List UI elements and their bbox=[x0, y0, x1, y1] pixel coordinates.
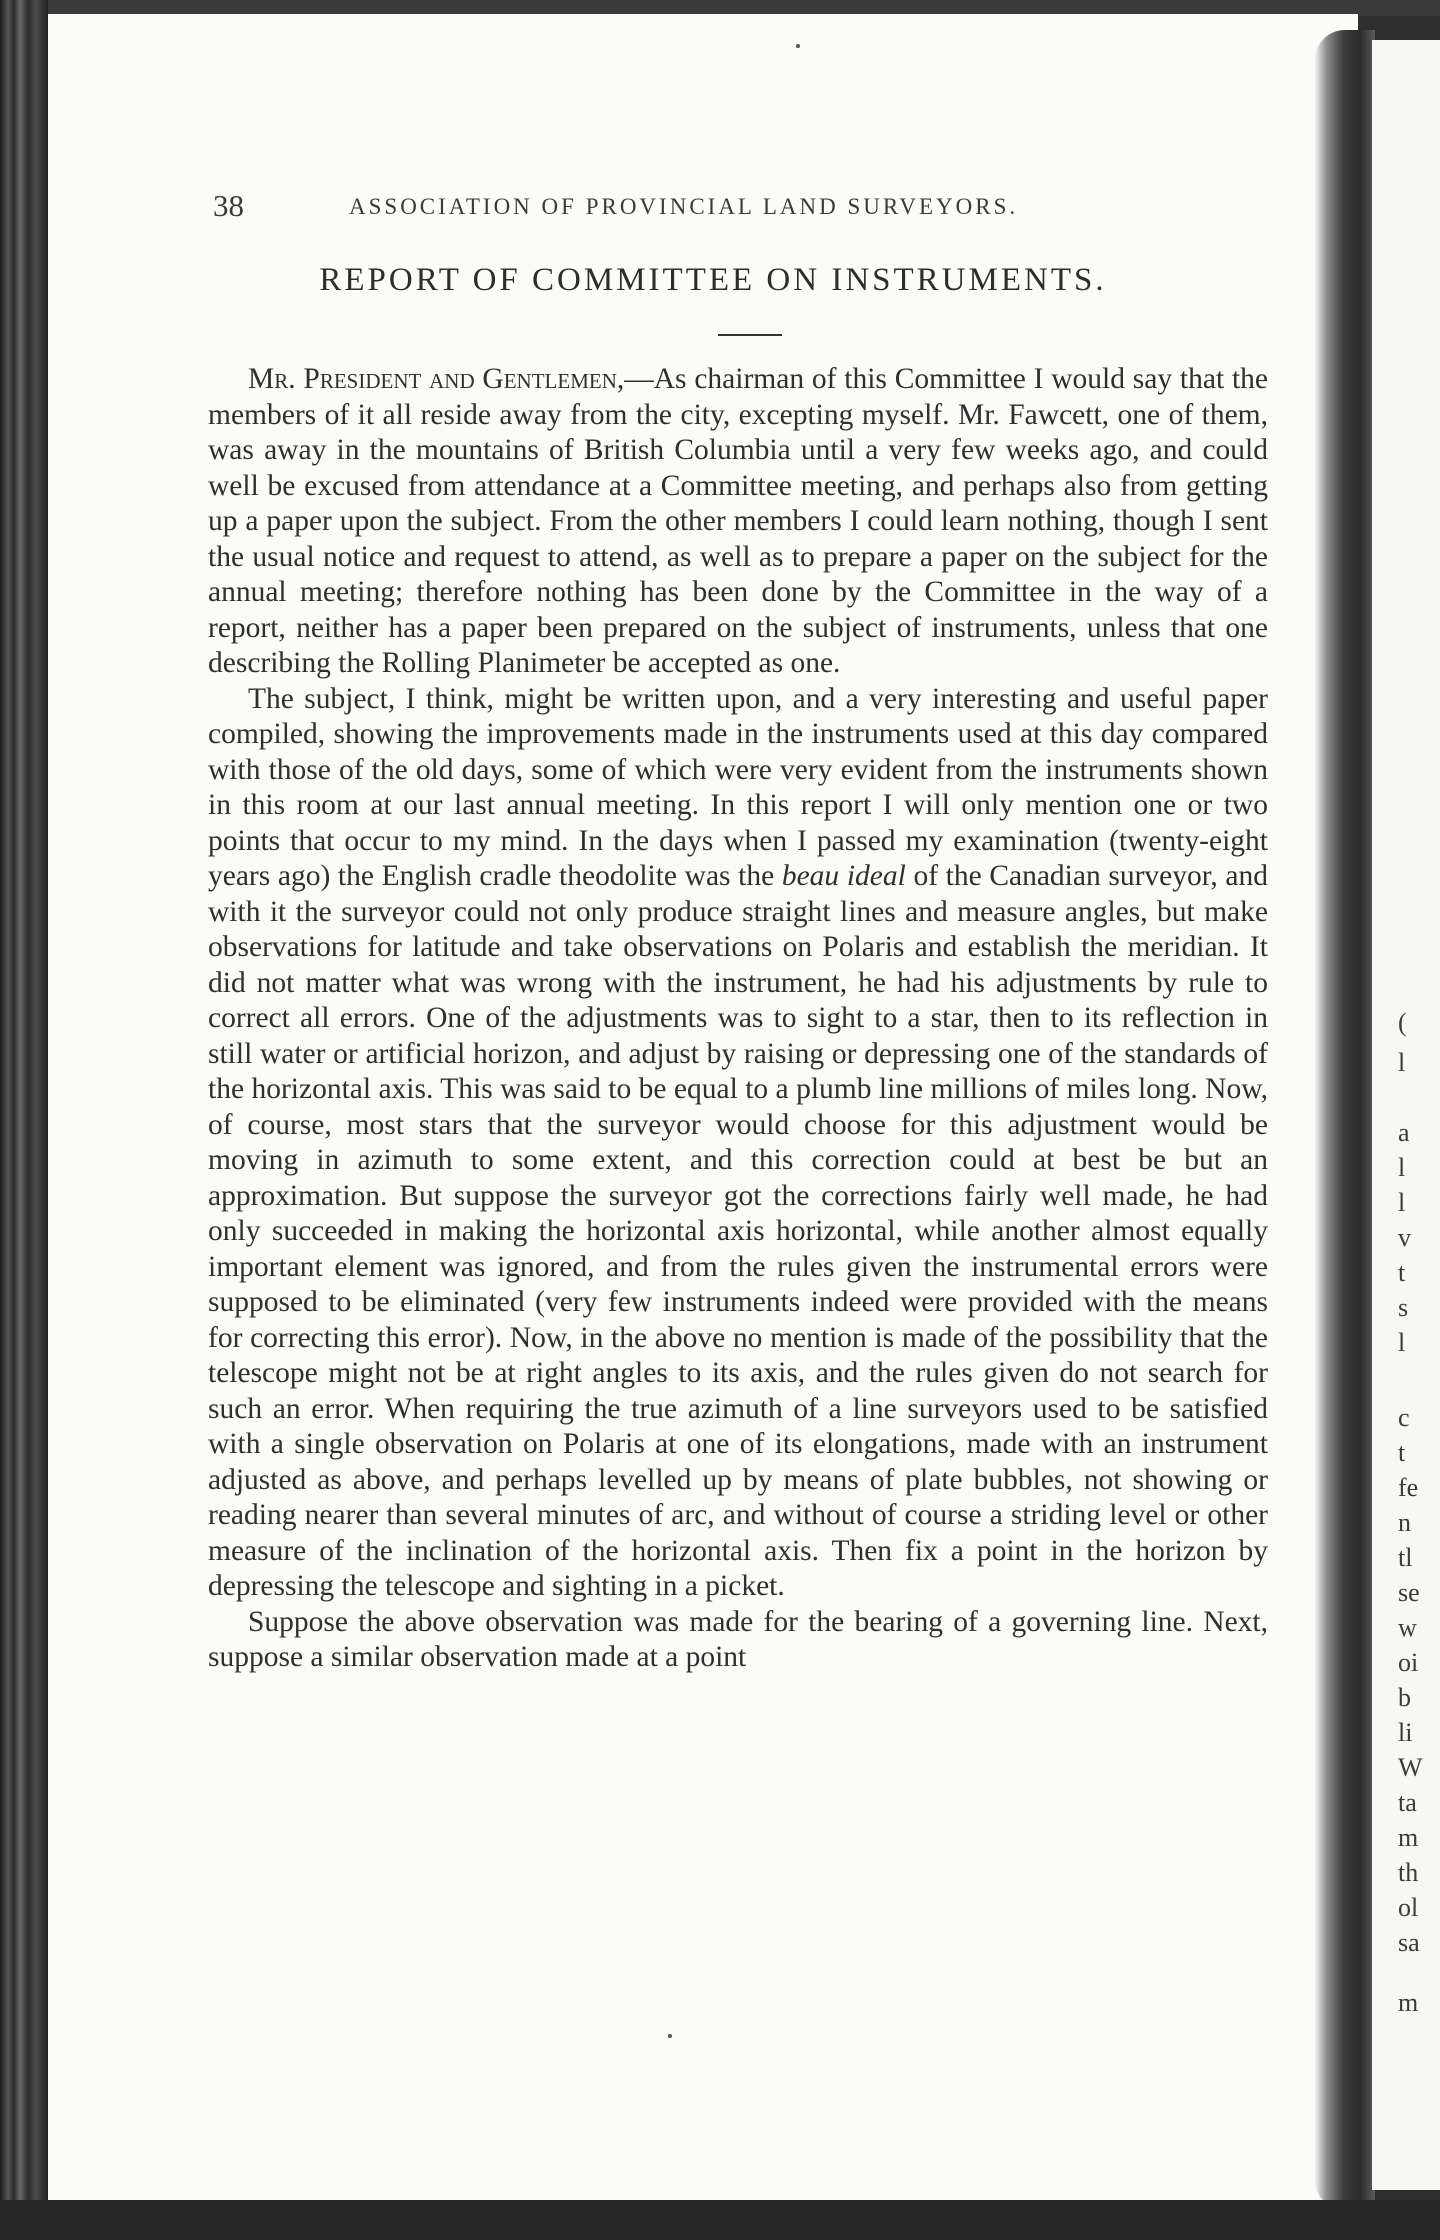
adjacent-page-fragment: li bbox=[1398, 1718, 1413, 1747]
paragraph bbox=[208, 1605, 1268, 1676]
adjacent-page-fragment: sa bbox=[1398, 1928, 1420, 1957]
adjacent-page-fragment: a bbox=[1398, 1118, 1410, 1147]
adjacent-page-fragment: th bbox=[1398, 1858, 1419, 1887]
adjacent-page-fragment: ta bbox=[1398, 1788, 1417, 1817]
adjacent-page-fragment: fe bbox=[1398, 1473, 1419, 1502]
paragraph-text: Suppose the above observation was made for the bearing of a governing line. Next, suppose a similar observation made at a point bbox=[208, 1605, 1268, 1673]
adjacent-page-fragment: t bbox=[1398, 1258, 1406, 1287]
running-head-title: ASSOCIATION OF PROVINCIAL LAND SURVEYORS. bbox=[349, 194, 1019, 219]
adjacent-page-fragment: ( bbox=[1398, 1008, 1407, 1037]
salutation: Mr. President and Gentlemen, bbox=[248, 363, 625, 395]
running-header bbox=[213, 188, 1158, 228]
adjacent-page-fragment: v bbox=[1398, 1223, 1411, 1252]
adjacent-page-fragment: l bbox=[1398, 1188, 1406, 1217]
adjacent-page-fragment: l bbox=[1398, 1048, 1406, 1077]
print-speck bbox=[668, 2034, 672, 2038]
adjacent-page-fragment: n bbox=[1398, 1508, 1411, 1537]
adjacent-page-fragment: b bbox=[1398, 1683, 1411, 1712]
paragraph bbox=[208, 682, 1268, 1605]
adjacent-page-fragment: m bbox=[1398, 1988, 1419, 2017]
report-body bbox=[208, 362, 1268, 1676]
adjacent-page-fragment: m bbox=[1398, 1823, 1419, 1852]
paragraph-text: of the Canadian surveyor, and with it the surveyor could not only produce straight lines and measure angles, but make observations for latitude and take observations on Polaris and establish the meridian. It did not matter what was wrong with the instrument, he had his adjustments by rule to correct all errors. One of the adjustments was to sight to a star, then to its reflection in still water or artificial horizon, and adjust by raising or depressing one of the standards of the horizontal axis. This was said to be equal to a plumb line millions of miles long. Now, of course, most stars that the surveyor would choose for this adjustment would be moving in azimuth to some extent, and this correction could at best be but an approximation. But suppose the surveyor got the corrections fairly well made, he had only succeeded in making the horizontal axis horizontal, while another almost equally important element was ignored, and from the rules given the instrumental errors were supposed to be eliminated (very few instruments indeed were provided with the means for correcting this error). Now, in the above no mention is made of the possibility that the telescope might not be at right angles to its axis, and the rules given do not search for such an error. When requiring the true azimuth of a line surveyors used to be satisfied with a single observation on Polaris at one of its elongations, made with an instrument adjusted as above, and perhaps levelled up by means of plate bubbles, not showing or reading nearer than several minutes of arc, and without of course a striding level or other measure of the inclination of the horizontal axis. Then fix a point in the horizon by depressing the telescope and sighting in a picket. bbox=[208, 860, 1268, 1602]
adjacent-page-fragment: s bbox=[1398, 1293, 1409, 1322]
page-gutter-shadow bbox=[1315, 30, 1375, 2210]
book-binding-edge bbox=[0, 0, 48, 2240]
italic-phrase: beau ideal bbox=[781, 860, 906, 892]
adjacent-page-fragment: ol bbox=[1398, 1893, 1419, 1922]
adjacent-page-fragment: c bbox=[1398, 1403, 1410, 1432]
adjacent-page-fragment: W bbox=[1398, 1753, 1423, 1782]
adjacent-page-fragment: oi bbox=[1398, 1648, 1419, 1677]
adjacent-page-fragment: t bbox=[1398, 1438, 1406, 1467]
adjacent-page-fragment: tl bbox=[1398, 1543, 1413, 1572]
adjacent-page-fragment: l bbox=[1398, 1328, 1406, 1357]
page-number: 38 bbox=[213, 188, 244, 223]
paragraph-text: The subject, I think, might be written upon, and a very interesting and useful paper compiled, showing the improvements made in the instruments used at this day compared with those of the old days, some of which were very evident from the instruments shown in this room at our last annual meeting. In this report I will only mention one or two points that occur to my mind. In the days when I passed my examination (twenty-eight years ago) the English cradle theodolite was the bbox=[208, 682, 1268, 892]
scan-bottom-edge bbox=[0, 2200, 1440, 2240]
paragraph bbox=[208, 362, 1268, 682]
adjacent-page-fragment: se bbox=[1398, 1578, 1420, 1607]
adjacent-page-fragment: l bbox=[1398, 1153, 1406, 1182]
paragraph-text: —As chairman of this Committee I would say that the members of it all reside away from the city, excepting myself. Mr. Fawcett, one of them, was away in the mountains of British Columbia until a very few weeks ago, and could well be excused from attendance at a Committee meeting, and perhaps also from getting up a paper upon the subject. From the other members I could learn nothing, though I sent the usual notice and request to attend, as well as to prepare a paper on the subject for the annual meeting; therefore nothing has been done by the Committee in the way of a report, neither has a paper been prepared on the subject of instruments, unless that one describing the Rolling Planimeter be accepted as one. bbox=[208, 363, 1268, 679]
print-speck bbox=[796, 44, 800, 48]
adjacent-page-fragment: w bbox=[1398, 1613, 1417, 1642]
title-rule bbox=[718, 334, 782, 336]
report-title: REPORT OF COMMITTEE ON INSTRUMENTS. bbox=[319, 262, 1107, 298]
